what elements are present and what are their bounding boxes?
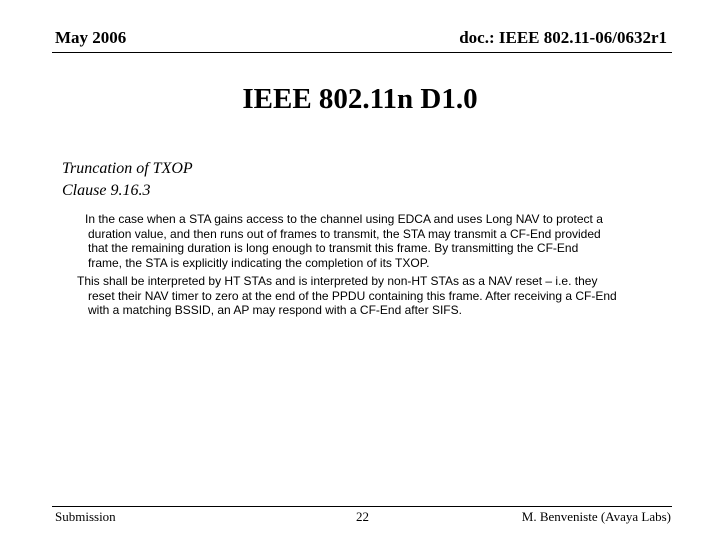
slide-subtitle: Truncation of TXOP — [62, 160, 193, 177]
page-number: 22 — [356, 509, 369, 524]
paragraph-line: frame, the STA is explicitly indicating the completion of its TXOP. — [88, 255, 430, 270]
clause-reference: Clause 9.16.3 — [62, 182, 151, 199]
paragraph-line: reset their NAV timer to zero at the end of the PPDU containing this frame. After receiving a CF-End — [88, 288, 617, 303]
paragraph-line: that the remaining duration is long enough to transmit this frame. By transmitting the CF-End — [88, 241, 579, 256]
body-paragraph-2 — [0, 274, 617, 318]
header-date: May 2006 — [55, 28, 127, 47]
footer-divider — [52, 506, 672, 507]
header-doc-id: doc.: IEEE 802.11-06/0632r1 — [459, 28, 667, 47]
paragraph-line: with a matching BSSID, an AP may respond with a CF-End after SIFS. — [88, 303, 462, 318]
body-paragraph-1 — [0, 212, 603, 270]
header-divider — [52, 52, 672, 53]
paragraph-line: In the case when a STA gains access to the channel using EDCA and uses Long NAV to protect a — [85, 212, 603, 226]
footer-submission: Submission — [55, 509, 116, 524]
footer-author: M. Benveniste (Avaya Labs) — [521, 509, 671, 524]
paragraph-line: This shall be interpreted by HT STAs and is interpreted by non-HT STAs as a NAV reset – i.e. they — [77, 274, 598, 288]
paragraph-line: duration value, and then runs out of frames to transmit, the STA may transmit a CF-End provided — [88, 226, 601, 241]
slide-title: IEEE 802.11n D1.0 — [242, 83, 478, 115]
